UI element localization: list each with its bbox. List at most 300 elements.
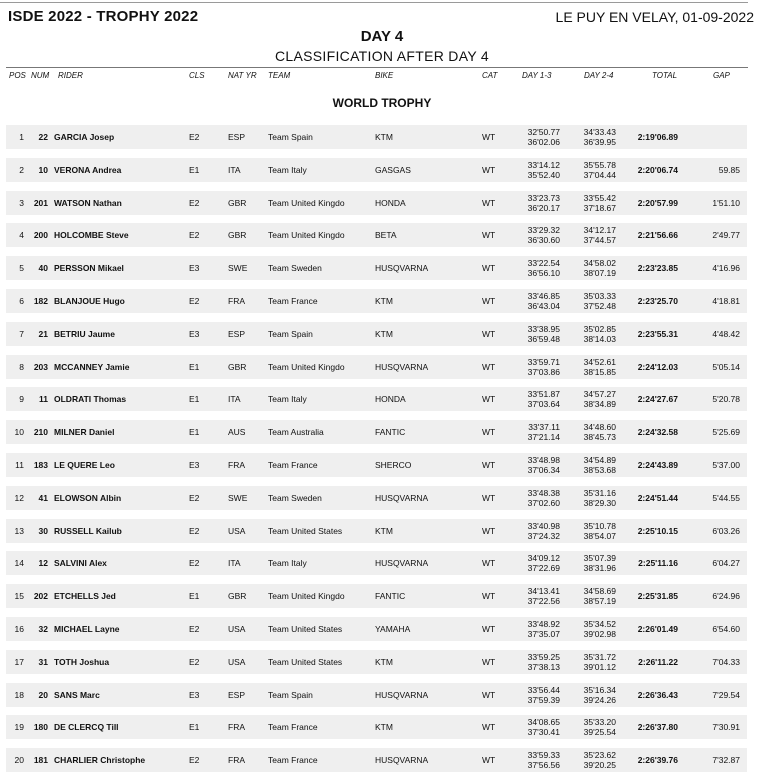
- table-row: [0, 650, 764, 683]
- nationality: SWE: [228, 492, 248, 503]
- table-row: [0, 453, 764, 486]
- day3-time: 36'59.48: [527, 333, 560, 344]
- rider-name: HOLCOMBE Steve: [54, 230, 129, 241]
- class: E1: [189, 164, 200, 175]
- col-nat-yr: NAT YR: [228, 71, 257, 80]
- total-time: 2:26'11.22: [638, 656, 678, 667]
- table-row: [0, 715, 764, 748]
- gap-time: 4'18.81: [712, 296, 740, 306]
- day2-time: 34'57.27: [583, 389, 616, 400]
- rider-name: PERSSON Mikael: [54, 263, 124, 274]
- day4-time: 38'45.73: [583, 432, 616, 443]
- position: 18: [14, 689, 24, 700]
- bib-number: 31: [38, 656, 48, 667]
- class: E3: [189, 263, 200, 274]
- col-num: NUM: [31, 71, 50, 80]
- nationality: USA: [228, 656, 246, 667]
- day1-time: 33'23.73: [527, 192, 560, 203]
- bib-number: 201: [33, 197, 48, 208]
- rider-name: WATSON Nathan: [54, 197, 122, 208]
- day4-time: 37'52.48: [583, 301, 616, 311]
- total-time: 2:23'23.85: [637, 263, 678, 274]
- day1-time: 33'38.95: [527, 323, 560, 334]
- total-time: 2:19'06.89: [637, 132, 678, 142]
- day4-time: 37'44.57: [583, 235, 616, 246]
- category: WT: [482, 722, 496, 733]
- table-row: [0, 289, 764, 322]
- class: E1: [189, 361, 200, 372]
- rider-name: ELOWSON Albin: [54, 492, 122, 503]
- day3-time: 37'21.14: [527, 432, 560, 443]
- class: E2: [189, 132, 200, 142]
- class: E2: [189, 296, 200, 306]
- team-name: Team France: [268, 755, 318, 766]
- bib-number: 180: [33, 722, 48, 733]
- day1-time: 33'59.33: [527, 750, 560, 761]
- day2-time: 35'31.16: [583, 487, 616, 498]
- bib-number: 203: [33, 361, 48, 372]
- gap-time: 6'54.60: [712, 624, 740, 634]
- table-row: [0, 256, 764, 289]
- position: 20: [14, 755, 24, 766]
- gap-time: 5'25.69: [712, 427, 740, 438]
- col-gap: GAP: [713, 71, 730, 80]
- position: 11: [15, 460, 24, 470]
- day4-time: 39'24.26: [583, 694, 616, 705]
- nationality: ITA: [228, 164, 241, 175]
- team-name: Team United Kingdo: [268, 230, 345, 241]
- day4-time: 38'14.03: [583, 333, 616, 344]
- day1-time: 34'08.65: [527, 717, 560, 728]
- bib-number: 200: [33, 230, 48, 241]
- bike-brand: HUSQVARNA: [375, 263, 429, 274]
- total-time: 2:23'25.70: [637, 296, 678, 306]
- team-name: Team United States: [268, 656, 343, 667]
- day4-time: 37'04.44: [583, 169, 616, 180]
- table-row: [0, 387, 764, 420]
- day3-time: 36'20.17: [527, 202, 560, 213]
- section-title: WORLD TROPHY: [332, 96, 432, 110]
- day2-time: 34'12.17: [583, 225, 616, 236]
- day1-time: 33'14.12: [527, 159, 560, 170]
- rider-name: SALVINI Alex: [54, 558, 107, 569]
- category: WT: [482, 296, 496, 306]
- nationality: ESP: [228, 328, 246, 339]
- day3-time: 36'43.04: [527, 301, 560, 311]
- total-time: 2:26'01.49: [637, 624, 678, 634]
- team-name: Team United Kingdo: [268, 361, 345, 372]
- table-row: [0, 223, 764, 256]
- day3-time: 37'56.56: [527, 760, 560, 771]
- header-divider: [6, 67, 748, 68]
- event-title: ISDE 2022 - TROPHY 2022: [8, 8, 199, 25]
- rider-name: MILNER Daniel: [54, 427, 115, 438]
- table-row: [0, 191, 764, 224]
- position: 2: [19, 164, 24, 175]
- team-name: Team Italy: [268, 558, 307, 569]
- rider-name: OLDRATI Thomas: [54, 394, 127, 405]
- class: E2: [189, 624, 200, 634]
- bike-brand: HONDA: [375, 394, 406, 405]
- team-name: Team United States: [268, 624, 343, 634]
- total-time: 2:25'11.16: [638, 558, 678, 569]
- day2-time: 34'58.02: [583, 258, 616, 269]
- table-row: [0, 683, 764, 716]
- class: E2: [189, 656, 200, 667]
- bike-brand: KTM: [375, 296, 393, 306]
- day2-time: 35'33.20: [583, 717, 616, 728]
- day-title: DAY 4: [360, 28, 404, 45]
- bib-number: 11: [39, 394, 48, 405]
- team-name: Team France: [268, 460, 318, 470]
- gap-time: 6'04.27: [712, 558, 740, 569]
- day1-time: 33'56.44: [527, 684, 560, 695]
- category: WT: [482, 230, 496, 241]
- rider-name: MCCANNEY Jamie: [54, 361, 130, 372]
- category: WT: [482, 328, 496, 339]
- class: E3: [189, 328, 200, 339]
- col-day-2-4: DAY 2-4: [584, 71, 614, 80]
- position: 9: [19, 394, 24, 405]
- bike-brand: HUSQVARNA: [375, 558, 429, 569]
- nationality: ESP: [228, 689, 246, 700]
- nationality: ESP: [228, 132, 246, 142]
- category: WT: [482, 492, 496, 503]
- nationality: AUS: [228, 427, 246, 438]
- day2-time: 35'31.72: [583, 651, 616, 662]
- team-name: Team Spain: [268, 689, 313, 700]
- class: E3: [189, 689, 200, 700]
- nationality: SWE: [228, 263, 248, 274]
- team-name: Team United Kingdo: [268, 197, 345, 208]
- table-row: [0, 322, 764, 355]
- position: 1: [19, 132, 24, 142]
- position: 10: [14, 427, 24, 438]
- gap-time: 7'29.54: [712, 689, 740, 700]
- class: E1: [189, 591, 200, 602]
- day3-time: 37'03.64: [527, 399, 560, 410]
- day4-time: 38'29.30: [583, 497, 616, 508]
- total-time: 2:25'10.15: [637, 525, 678, 536]
- day2-time: 35'16.34: [583, 684, 616, 695]
- class: E1: [189, 722, 200, 733]
- category: WT: [482, 755, 496, 766]
- gap-time: 5'44.55: [712, 492, 740, 503]
- bib-number: 30: [38, 525, 48, 536]
- team-name: Team Australia: [268, 427, 324, 438]
- class: E2: [189, 197, 200, 208]
- rider-name: CHARLIER Christophe: [54, 755, 146, 766]
- day4-time: 38'34.89: [583, 399, 616, 410]
- column-headers: [0, 71, 764, 83]
- nationality: FRA: [228, 296, 245, 306]
- table-row: [0, 519, 764, 552]
- class: E1: [189, 427, 200, 438]
- rider-name: TOTH Joshua: [54, 656, 110, 667]
- day3-time: 37'03.86: [527, 366, 560, 377]
- day3-time: 37'35.07: [527, 629, 560, 639]
- team-name: Team Sweden: [268, 492, 322, 503]
- day3-time: 35'52.40: [527, 169, 560, 180]
- col-pos: POS: [9, 71, 26, 80]
- day3-time: 36'56.10: [527, 268, 560, 279]
- bib-number: 21: [38, 328, 48, 339]
- category: WT: [482, 197, 496, 208]
- class: E3: [189, 460, 200, 470]
- rider-name: SANS Marc: [54, 689, 100, 700]
- day3-time: 36'30.60: [527, 235, 560, 246]
- rider-name: GARCIA Josep: [54, 132, 115, 142]
- bike-brand: SHERCO: [375, 460, 412, 470]
- col-team: TEAM: [268, 71, 291, 80]
- gap-time: 6'24.96: [712, 591, 740, 602]
- day2-time: 34'48.60: [583, 422, 616, 433]
- gap-time: 5'37.00: [712, 460, 740, 470]
- class: E2: [189, 492, 200, 503]
- team-name: Team United States: [268, 525, 343, 536]
- table-row: [0, 748, 764, 781]
- day1-time: 33'22.54: [527, 258, 560, 269]
- position: 16: [14, 624, 24, 634]
- position: 8: [19, 361, 24, 372]
- day3-time: 37'06.34: [527, 465, 560, 475]
- nationality: USA: [228, 525, 246, 536]
- bib-number: 12: [38, 558, 48, 569]
- category: WT: [482, 164, 496, 175]
- day3-time: 37'24.32: [527, 530, 560, 541]
- total-time: 2:20'06.74: [637, 164, 678, 175]
- day3-time: 37'02.60: [527, 497, 560, 508]
- day4-time: 39'20.25: [583, 760, 616, 771]
- bib-number: 10: [38, 164, 48, 175]
- bike-brand: HUSQVARNA: [375, 755, 429, 766]
- position: 12: [14, 492, 24, 503]
- day4-time: 39'25.54: [583, 727, 616, 738]
- rider-name: ETCHELLS Jed: [54, 591, 116, 602]
- table-row: [0, 355, 764, 388]
- total-time: 2:21'56.66: [637, 230, 678, 241]
- day1-time: 34'13.41: [527, 586, 560, 597]
- day1-time: 33'29.32: [527, 225, 560, 236]
- team-name: Team Italy: [268, 164, 307, 175]
- day1-time: 33'51.87: [527, 389, 560, 400]
- team-name: Team Spain: [268, 132, 313, 142]
- team-name: Team France: [268, 296, 318, 306]
- day4-time: 37'18.67: [583, 202, 616, 213]
- day2-time: 35'55.78: [583, 159, 616, 170]
- table-row: [0, 486, 764, 519]
- nationality: FRA: [228, 755, 245, 766]
- total-time: 2:26'36.43: [637, 689, 678, 700]
- bike-brand: KTM: [375, 328, 393, 339]
- bike-brand: GASGAS: [375, 164, 411, 175]
- class: E2: [189, 558, 200, 569]
- bib-number: 202: [33, 591, 48, 602]
- day3-time: 37'30.41: [527, 727, 560, 738]
- day3-time: 37'38.13: [527, 661, 560, 672]
- day1-time: 33'40.98: [527, 520, 560, 531]
- gap-time: 5'05.14: [712, 361, 740, 372]
- bike-brand: FANTIC: [375, 427, 406, 438]
- col-total: TOTAL: [652, 71, 678, 80]
- position: 17: [14, 656, 24, 667]
- table-row: [0, 584, 764, 617]
- day1-time: 33'59.71: [527, 356, 560, 367]
- nationality: ITA: [228, 394, 241, 405]
- day1-time: 34'09.12: [527, 553, 560, 564]
- day2-time: 35'03.33: [583, 291, 616, 301]
- team-name: Team Italy: [268, 394, 307, 405]
- total-time: 2:24'51.44: [637, 492, 678, 503]
- nationality: FRA: [228, 460, 245, 470]
- rider-name: MICHAEL Layne: [54, 624, 120, 634]
- day4-time: 39'01.12: [583, 661, 616, 672]
- category: WT: [482, 591, 496, 602]
- day1-time: 33'37.11: [528, 422, 560, 433]
- gap-time: 4'48.42: [712, 328, 740, 339]
- day4-time: 38'31.96: [583, 563, 616, 574]
- rider-name: VERONA Andrea: [54, 164, 122, 175]
- team-name: Team Sweden: [268, 263, 322, 274]
- category: WT: [482, 361, 496, 372]
- bib-number: 20: [38, 689, 48, 700]
- bib-number: 41: [38, 492, 48, 503]
- classification-title: CLASSIFICATION AFTER DAY 4: [275, 48, 489, 64]
- gap-time: 2'49.77: [712, 230, 740, 241]
- day1-time: 33'59.25: [527, 651, 560, 662]
- bib-number: 183: [33, 460, 48, 470]
- bike-brand: HONDA: [375, 197, 406, 208]
- gap-time: 4'16.96: [712, 263, 740, 274]
- team-name: Team France: [268, 722, 318, 733]
- category: WT: [482, 394, 496, 405]
- total-time: 2:23'55.31: [637, 328, 678, 339]
- category: WT: [482, 656, 496, 667]
- bike-brand: KTM: [375, 656, 393, 667]
- day1-time: 33'48.38: [527, 487, 560, 498]
- total-time: 2:24'12.03: [637, 361, 678, 372]
- day3-time: 37'22.69: [527, 563, 560, 574]
- day4-time: 38'07.19: [583, 268, 616, 279]
- class: E2: [189, 755, 200, 766]
- day3-time: 36'02.06: [527, 137, 560, 147]
- day1-time: 33'48.92: [527, 619, 560, 629]
- position: 3: [19, 197, 24, 208]
- nationality: GBR: [228, 230, 247, 241]
- total-time: 2:24'32.58: [637, 427, 678, 438]
- bike-brand: HUSQVARNA: [375, 361, 429, 372]
- col-cls: CLS: [189, 71, 205, 80]
- day2-time: 35'34.52: [583, 619, 616, 629]
- gap-time: 7'32.87: [712, 755, 740, 766]
- day3-time: 37'22.56: [527, 596, 560, 607]
- class: E1: [189, 394, 200, 405]
- gap-time: 7'30.91: [712, 722, 740, 733]
- category: WT: [482, 525, 496, 536]
- day2-time: 34'58.69: [583, 586, 616, 597]
- gap-time: 59.85: [718, 164, 740, 175]
- col-day-1-3: DAY 1-3: [522, 71, 552, 80]
- bike-brand: KTM: [375, 722, 393, 733]
- bib-number: 182: [33, 296, 48, 306]
- day1-time: 32'50.77: [527, 127, 560, 137]
- col-rider: RIDER: [58, 71, 83, 80]
- bib-number: 22: [38, 132, 48, 142]
- bike-brand: FANTIC: [375, 591, 406, 602]
- day2-time: 35'07.39: [583, 553, 616, 564]
- day4-time: 38'57.19: [583, 596, 616, 607]
- category: WT: [482, 624, 496, 634]
- total-time: 2:24'27.67: [637, 394, 678, 405]
- total-time: 2:20'57.99: [637, 197, 678, 208]
- class: E2: [189, 230, 200, 241]
- category: WT: [482, 558, 496, 569]
- total-time: 2:25'31.85: [637, 591, 678, 602]
- bib-number: 210: [33, 427, 48, 438]
- position: 4: [19, 230, 24, 241]
- day4-time: 38'15.85: [583, 366, 616, 377]
- category: WT: [482, 263, 496, 274]
- day2-time: 33'55.42: [583, 192, 616, 203]
- bike-brand: HUSQVARNA: [375, 492, 429, 503]
- top-divider: [0, 2, 748, 3]
- table-row: [0, 617, 764, 650]
- total-time: 2:26'37.80: [637, 722, 678, 733]
- day2-time: 35'02.85: [583, 323, 616, 334]
- day4-time: 38'54.07: [583, 530, 616, 541]
- gap-time: 5'20.78: [712, 394, 740, 405]
- rider-name: RUSSELL Kailub: [54, 525, 122, 536]
- table-row: [0, 551, 764, 584]
- position: 7: [19, 328, 24, 339]
- bib-number: 181: [33, 755, 48, 766]
- bike-brand: KTM: [375, 525, 393, 536]
- class: E2: [189, 525, 200, 536]
- event-place-date: LE PUY EN VELAY, 01-09-2022: [555, 9, 754, 25]
- col-bike: BIKE: [375, 71, 394, 80]
- day2-time: 34'52.61: [583, 356, 616, 367]
- nationality: GBR: [228, 361, 247, 372]
- day3-time: 37'59.39: [527, 694, 560, 705]
- table-row: [0, 158, 764, 191]
- day1-time: 33'48.98: [527, 455, 560, 465]
- day4-time: 38'53.68: [583, 465, 616, 475]
- position: 15: [14, 591, 24, 602]
- day2-time: 34'54.89: [583, 455, 616, 465]
- position: 14: [14, 558, 24, 569]
- bike-brand: KTM: [375, 132, 393, 142]
- position: 5: [19, 263, 24, 274]
- day4-time: 39'02.98: [583, 629, 616, 639]
- team-name: Team Spain: [268, 328, 313, 339]
- total-time: 2:24'43.89: [637, 460, 678, 470]
- gap-time: 7'04.33: [712, 656, 740, 667]
- day1-time: 33'46.85: [527, 291, 560, 301]
- position: 19: [14, 722, 24, 733]
- category: WT: [482, 689, 496, 700]
- category: WT: [482, 460, 496, 470]
- position: 13: [14, 525, 24, 536]
- bike-brand: BETA: [375, 230, 397, 241]
- team-name: Team United Kingdo: [268, 591, 345, 602]
- rider-name: LE QUERE Leo: [54, 460, 115, 470]
- bib-number: 40: [38, 263, 48, 274]
- nationality: USA: [228, 624, 246, 634]
- bike-brand: YAMAHA: [375, 624, 411, 634]
- nationality: GBR: [228, 591, 247, 602]
- day4-time: 36'39.95: [583, 137, 616, 147]
- col-cat: CAT: [482, 71, 498, 80]
